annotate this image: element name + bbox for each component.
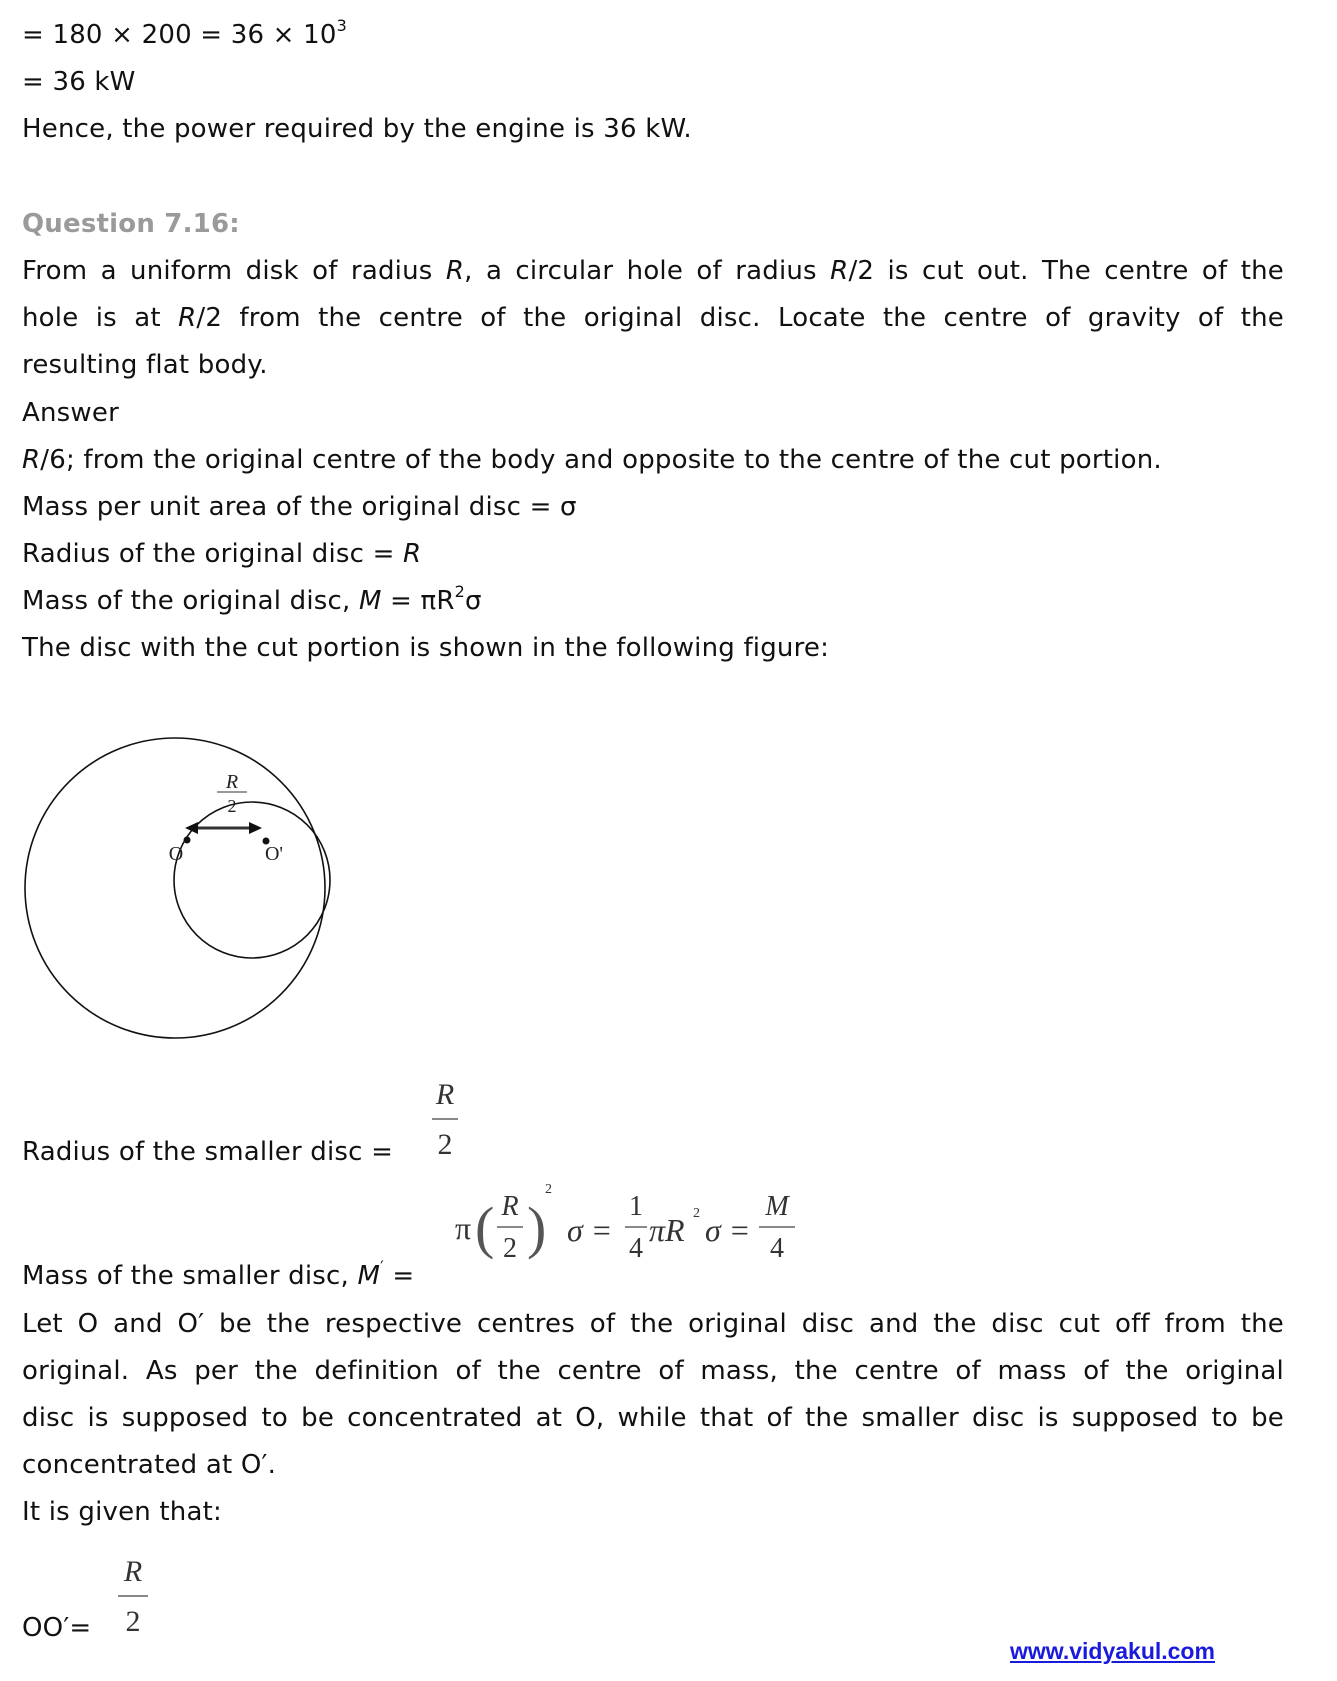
fraction-numerator: 1 [629, 1191, 643, 1222]
fraction-bar [759, 1226, 795, 1228]
sigma-equals: σ = [705, 1212, 751, 1248]
point-o [184, 837, 191, 844]
small-radius-label: Radius of the smaller disc = [22, 1137, 394, 1167]
oo-prime-label: OO′= [22, 1613, 92, 1643]
oo-prime-fraction [118, 1555, 148, 1639]
answer-result-text: /6; from the original centre of the body and opposite to the centre of the cut portion. [40, 445, 1162, 475]
pi: π [455, 1210, 472, 1246]
var-r: R [830, 256, 849, 286]
exponent: 2 [545, 1182, 552, 1197]
coef-fraction [625, 1190, 647, 1266]
mass-original [22, 582, 482, 617]
figure-caption: The disc with the cut portion is shown in the following figure: [22, 633, 830, 663]
calc-line-1-text: = 180 × 200 = 36 × 10 [22, 20, 337, 50]
var-r: R [445, 256, 465, 286]
fraction-numerator: R [501, 1191, 519, 1222]
fraction-denominator: 4 [770, 1233, 784, 1264]
paren-left: ( [475, 1195, 495, 1260]
var-m: M [357, 1261, 381, 1291]
fraction-numerator: M [765, 1191, 789, 1222]
fraction-numerator: R [123, 1555, 143, 1588]
fraction-denominator: 2 [125, 1605, 141, 1638]
para-line-1: Let O and O′ be the respective centres of the original disc and the disc cut off from the [22, 1309, 1284, 1339]
question-line-1: From a uniform disk of radius R, a circular hole of radius R/2 is cut out. The centre of the [22, 256, 1284, 286]
fraction-bar [625, 1226, 647, 1228]
fraction-bar [118, 1595, 148, 1597]
var-r: R [178, 303, 197, 333]
small-mass-label [22, 1257, 415, 1292]
small-mass-text: Mass of the smaller disc, [22, 1261, 358, 1291]
small-mass-expression [455, 1182, 805, 1270]
fraction-bar [497, 1226, 523, 1228]
label-2: 2 [227, 796, 237, 816]
vidyakul-link[interactable]: www.vidyakul.com [1010, 1638, 1215, 1664]
answer-label: Answer [22, 398, 119, 428]
var-r: R [22, 445, 41, 475]
var-r: R [403, 539, 422, 569]
label-r: R [225, 771, 239, 793]
fraction-denominator: 2 [503, 1233, 517, 1264]
question-line-2: hole is at R/2 from the centre of the original disc. Locate the centre of gravity of the [22, 303, 1285, 333]
arrow-head-right [249, 822, 262, 834]
conclusion-text: Hence, the power required by the engine is 36 kW. [22, 114, 692, 144]
para-line-4: concentrated at O′. [22, 1450, 277, 1480]
exponent: 2 [454, 582, 466, 602]
mass-per-area: Mass per unit area of the original disc = σ [22, 492, 577, 522]
prime: ′ [380, 1257, 384, 1277]
equals: = [383, 1261, 415, 1291]
label-o: O [168, 843, 184, 865]
para-line-3: disc is supposed to be concentrated at O, while that of the smaller disc is supposed to be [22, 1403, 1284, 1433]
mass-eq: = πR [381, 586, 455, 616]
para-line-2: original. As per the definition of the centre of mass, the centre of mass of the original [22, 1356, 1284, 1386]
arrow-head-left [185, 822, 198, 834]
mass-label: Mass of the original disc, [22, 586, 359, 616]
calc-line-1 [22, 16, 348, 51]
question-heading: Question 7.16: [22, 209, 240, 239]
pi-r: πR [649, 1212, 685, 1248]
result-fraction [759, 1190, 795, 1266]
radius-label: Radius of the original disc = [22, 539, 404, 569]
given-label: It is given that: [22, 1497, 222, 1527]
label-o-prime: O' [264, 843, 284, 865]
fraction-numerator: R [435, 1078, 455, 1111]
calc-line-2: = 36 kW [22, 67, 136, 97]
exponent: 3 [336, 16, 348, 36]
question-line-3: resulting flat body. [22, 350, 268, 380]
var-m: M [358, 586, 382, 616]
radius-original [22, 538, 421, 570]
fraction-denominator: 4 [629, 1233, 643, 1264]
inner-fraction [497, 1190, 523, 1266]
disc-figure [0, 700, 360, 1060]
paren-right: ) [527, 1195, 547, 1260]
fraction-denominator: 2 [437, 1128, 453, 1161]
sigma: σ [465, 586, 482, 616]
fraction-bar [432, 1118, 458, 1120]
answer-result [22, 444, 1162, 476]
sigma-equals: σ = [567, 1212, 613, 1248]
small-radius-fraction [432, 1078, 458, 1162]
exponent: 2 [693, 1206, 700, 1221]
